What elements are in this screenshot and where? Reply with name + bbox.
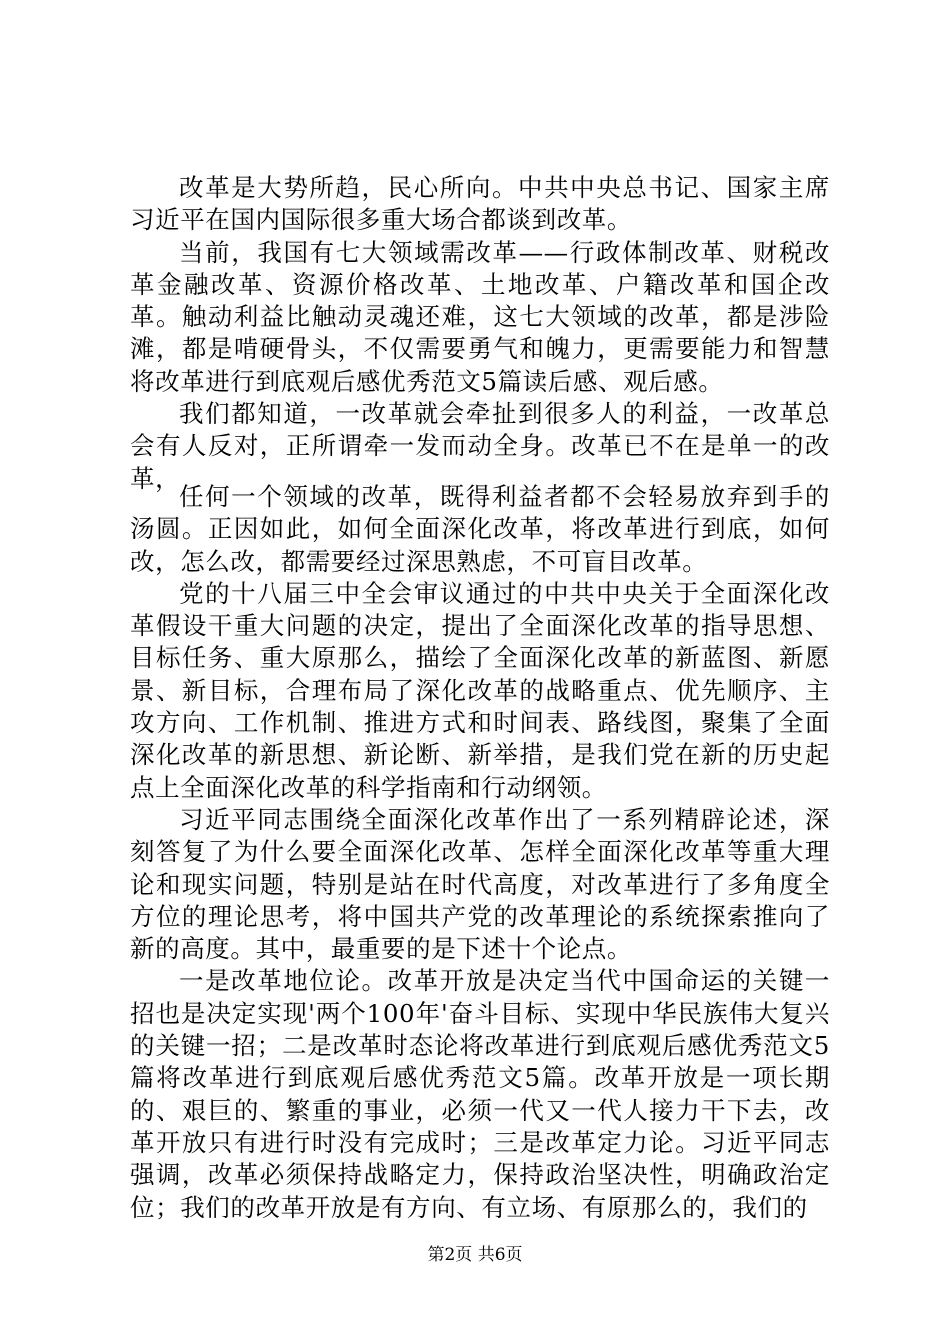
text-section-1 bbox=[130, 172, 830, 495]
paragraph: 党的十八届三中全会审议通过的中共中央关于全面深化改革假设干重大问题的决定，提出了全面深化改革的指导思想、目标任务、重大原那么，描绘了全面深化改革的新蓝图、新愿景、新目标，合理布局了深化改革的战略重点、优先顺序、主攻方向、工作机制、推进方式和时间表、路线图，聚集了全面深化改革的新思想、新论断、新举措，是我们党在新的历史起点上全面深化改革的科学指南和行动纲领。 bbox=[130, 578, 830, 802]
page-number-footer: 第2页 共6页 bbox=[427, 1245, 523, 1265]
paragraph: 习近平同志围绕全面深化改革作出了一系列精辟论述，深刻答复了为什么要全面深化改革、怎样全面深化改革等重大理论和现实问题，特别是站在时代高度，对改革进行了多角度全方位的理论思考，将中国共产党的改革理论的系统探索推向了新的高度。其中，最重要的是下述十个论点。 bbox=[130, 804, 830, 964]
paragraph: 任何一个领域的改革，既得利益者都不会轻易放弃到手的汤圆。正因如此，如何全面深化改革，将改革进行到底，如何改，怎么改，都需要经过深思熟虑，不可盲目改革。 bbox=[130, 482, 830, 576]
paragraph: 改革是大势所趋，民心所向。中共中央总书记、国家主席习近平在国内国际很多重大场合都谈到改革。 bbox=[130, 173, 830, 235]
paragraph: 当前，我国有七大领域需改革——行政体制改革、财税改革金融改革、资源价格改革、土地改革、户籍改革和国企改革。触动利益比触动灵魂还难，这七大领域的改革，都是涉险滩，都是啃硬骨头，不仅需要勇气和魄力，更需要能力和智慧将改革进行到底观后感优秀范文5篇读后感、观后感。 bbox=[130, 237, 830, 396]
paragraph: 一是改革地位论。改革开放是决定当代中国命运的关键一招也是决定实现'两个100年'奋斗目标、实现中华民族伟大复兴的关键一招；二是改革时态论将改革进行到底观后感优秀范文5篇将改革进行到底观后感优秀范文5篇。改革开放是一项长期的、艰巨的、繁重的事业，必须一代又一代人接力干下去，改革开放只有进行时没有完成时；三是改革定力论。习近平同志强调，改革必须保持战略定力，保持政治坚决性，明确政治定位；我们的改革开放是有方向、有立场、有原那么的，我们的 bbox=[130, 966, 830, 1222]
text-section-2 bbox=[130, 481, 830, 1224]
paragraph: 我们都知道，一改革就会牵扯到很多人的利益，一改革总会有人反对，正所谓牵一发而动全身。改革已不在是单一的改革， bbox=[130, 399, 830, 493]
